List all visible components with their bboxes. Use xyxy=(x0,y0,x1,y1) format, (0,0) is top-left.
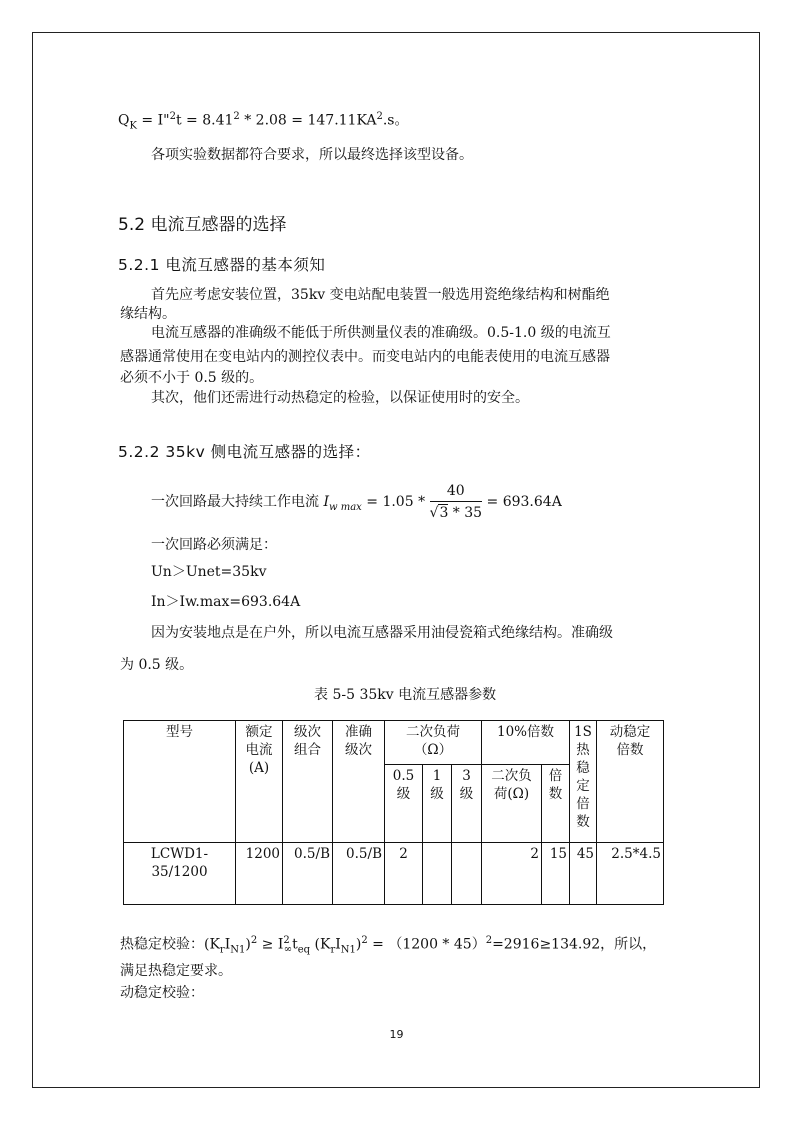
condition-1: Un＞Unet=35kv xyxy=(151,564,267,580)
dynamic-check: 动稳定校验： xyxy=(120,985,204,1001)
header-multiple: 倍 数 xyxy=(542,765,570,843)
paragraph-2-line-2: 感器通常使用在变电站内的测控仪表中。而变电站内的电能表使用的电流互感器 xyxy=(120,349,610,365)
header-accuracy: 准确 级次 xyxy=(333,721,385,843)
header-secondary-load: 二次负荷 （Ω） xyxy=(385,721,482,765)
header-load-0-5: 0.5 级 xyxy=(385,765,423,843)
cell-load-3 xyxy=(452,843,482,905)
paragraph-4-line-1: 因为安装地点是在户外，所以电流互感器采用油侵瓷箱式绝缘结构。准确级 xyxy=(151,625,613,641)
header-load-3: 3 级 xyxy=(452,765,482,843)
cell-rated-current: 1200 xyxy=(236,843,283,905)
header-model: 型号 xyxy=(124,721,236,843)
heading-5-2-2: 5.2.2 35kv 侧电流互感器的选择： xyxy=(118,443,371,461)
table-caption: 表 5-5 35kv 电流互感器参数 xyxy=(314,687,497,703)
paragraph-4-line-2: 为 0.5 级。 xyxy=(120,657,194,673)
paragraph-3: 其次，他们还需进行动热稳定的检验，以保证使用时的安全。 xyxy=(151,390,529,406)
header-thermal-multiple: 1S 热 稳 定 倍 数 xyxy=(570,721,597,843)
header-load-1: 1 级 xyxy=(423,765,452,843)
cell-combo: 0.5/B xyxy=(283,843,333,905)
paragraph-1-line-2: 缘结构。 xyxy=(120,306,176,322)
condition-2: In＞Iw.max=693.64A xyxy=(151,594,301,610)
paragraph-1-line-1: 首先应考虑安装位置，35kv 变电站配电装置一般选用瓷绝缘结构和树酯绝 xyxy=(151,287,610,303)
cell-load-0-5: 2 xyxy=(385,843,423,905)
cell-thermal: 45 xyxy=(570,843,597,905)
header-combo: 级次 组合 xyxy=(283,721,333,843)
header-dynamic-multiple: 动稳定 倍数 xyxy=(597,721,664,843)
cell-accuracy: 0.5/B xyxy=(333,843,385,905)
header-rated-current: 额定 电流 (A) xyxy=(236,721,283,843)
header-ten-percent-multiple: 10%倍数 xyxy=(482,721,570,765)
header-secondary-load-ohm: 二次负 荷(Ω) xyxy=(482,765,542,843)
cell-load-1 xyxy=(423,843,452,905)
parameter-table xyxy=(123,720,664,905)
condition-label: 一次回路必须满足： xyxy=(151,537,277,553)
fraction: $\frac{40}{√3 * 35}$ xyxy=(429,483,483,521)
thermal-check: 热稳定校验：$(K_rI_{N1})^2 \ge I^2_\infty t_{eq}$ $(K_rI_{N1})^2 = (1200 * 45)^2=2916\ge 134.92$，所以， xyxy=(120,935,657,956)
formula-iw-max: 一次回路最大持续工作电流 $I_{w max} = 1.05$ * $\frac{40}{√3 * 35}$ = 693.64A xyxy=(151,483,562,521)
cell-model: LCWD1-35/1200 xyxy=(124,843,236,905)
table-row xyxy=(124,843,664,905)
page-border xyxy=(32,32,760,1088)
paragraph-2-line-1: 电流互感器的准确级不能低于所供测量仪表的准确级。0.5-1.0 级的电流互 xyxy=(151,325,611,341)
formula-qk: $Q_K$ = I"$^2$t = $8.41^2 * 2.08 = 147.11KA^2.s$。 xyxy=(118,111,409,132)
cell-secondary-load: 2 xyxy=(482,843,542,905)
cell-dynamic: 2.5*4.5 xyxy=(597,843,664,905)
heading-5-2-1: 5.2.1 电流互感器的基本须知 xyxy=(118,256,326,274)
paragraph-2-line-3: 必须不小于 0.5 级的。 xyxy=(120,370,264,386)
thermal-check-line-2: 满足热稳定要求。 xyxy=(120,963,232,979)
cell-multiple: 15 xyxy=(542,843,570,905)
page-number: 19 xyxy=(389,1028,404,1041)
paragraph-conclusion: 各项实验数据都符合要求，所以最终选择该型设备。 xyxy=(151,147,473,163)
heading-5-2: 5.2 电流互感器的选择 xyxy=(118,215,287,235)
